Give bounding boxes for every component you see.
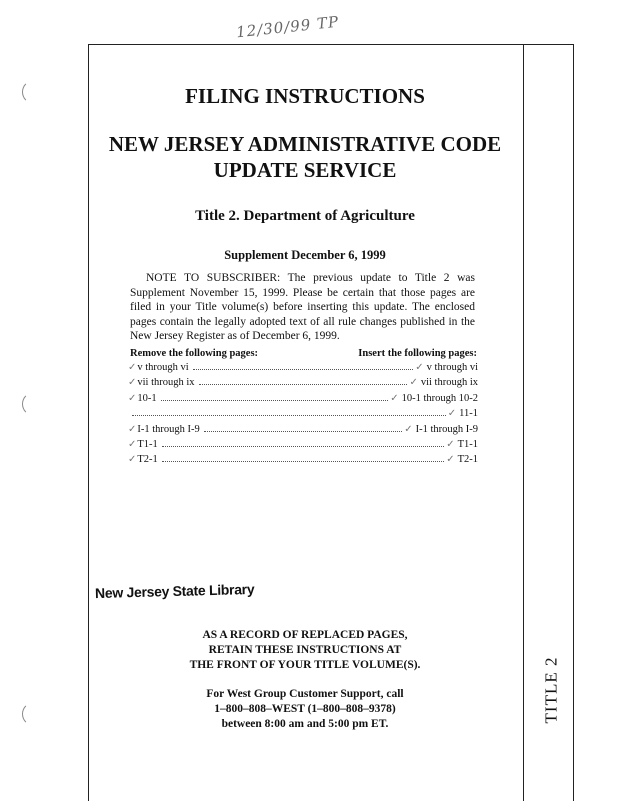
support-line-1: For West Group Customer Support, call [206,688,404,700]
checkmark-icon: ✓ [390,392,399,404]
remove-pages: T2-1 [137,454,158,466]
binder-hole-bottom [22,702,46,726]
insert-pages: v through vi [426,362,478,373]
dot-leader [204,431,402,432]
page-row [128,454,478,469]
department-heading: Title 2. Department of Agriculture [195,208,415,224]
insert-header: Insert the following pages: [358,348,477,359]
retain-notice [88,628,522,673]
remove-pages: T1-1 [137,438,158,450]
checkmark-icon: ✓ [404,423,413,435]
checkmark-icon: ✓ [446,438,455,450]
checkmark-icon: ✓ [128,392,137,404]
note-to-subscriber: NOTE TO SUBSCRIBER: The previous update to Title 2 was Supplement November 15, 1999. Please be certain that those pages are filed in your Title volume(s) before inserting this update. The enclosed pages contain the legally adopted text of all rule changes published in the New Jersey Register as of December 6, 1999. [130,272,475,343]
binder-hole-top [22,80,46,104]
insert-pages: T2-1 [457,454,478,466]
insert-pages: 10-1 through 10-2 [401,392,478,404]
binder-hole-middle [22,392,46,416]
subtitle-line-2: UPDATE SERVICE [213,158,397,182]
tab-label [531,650,571,730]
page-row [128,439,478,454]
insert-pages: T1-1 [457,438,478,450]
remove-pages: 10-1 [137,392,157,404]
checkmark-icon: ✓ [128,423,137,435]
subtitle-line-1: NEW JERSEY ADMINISTRATIVE CODE [108,132,502,156]
dot-leader [161,400,389,401]
checkmark-icon: ✓ [447,408,457,420]
customer-support [88,687,522,732]
retain-line-1: AS A RECORD OF REPLACED PAGES, [202,629,408,641]
checkmark-icon: ✓ [415,362,424,373]
page-row [128,393,478,408]
checkmark-icon: ✓ [128,438,137,450]
page-row [128,424,478,439]
page-row [128,408,478,423]
retain-line-3: THE FRONT OF YOUR TITLE VOLUME(S). [189,659,421,671]
page-row [128,362,478,377]
support-phone: 1–800–808–WEST (1–800–808–9378) [214,703,396,715]
remove-pages: vii through ix [137,377,195,389]
insert-pages: vii through ix [420,377,478,389]
library-stamp: New Jersey State Library [94,580,255,602]
dot-leader [132,415,446,416]
retain-line-2: RETAIN THESE INSTRUCTIONS AT [208,644,402,656]
checkmark-icon: ✓ [128,377,137,389]
remove-pages: I-1 through I-9 [137,423,200,435]
remove-header: Remove the following pages: [130,348,259,359]
checkmark-icon: ✓ [128,362,137,373]
dot-leader [162,446,444,447]
checkmark-icon: ✓ [446,454,455,466]
remove-pages: v through vi [137,362,189,373]
page-row [128,377,478,392]
dot-leader [199,384,408,385]
checkmark-icon: ✓ [128,454,137,466]
insert-pages: I-1 through I-9 [415,423,478,435]
column-headers [130,348,477,359]
tab-label-text: TITLE 2 [541,656,561,724]
pages-list [128,362,478,470]
supplement-date: Supplement December 6, 1999 [224,248,386,262]
dot-leader [193,369,414,370]
insert-pages: 11-1 [459,408,478,420]
support-hours: between 8:00 am and 5:00 pm ET. [221,718,389,730]
dot-leader [162,461,444,462]
checkmark-icon: ✓ [409,377,418,389]
handwritten-date: 12/30/99 TP [235,12,340,42]
page-title: FILING INSTRUCTIONS [185,84,425,108]
